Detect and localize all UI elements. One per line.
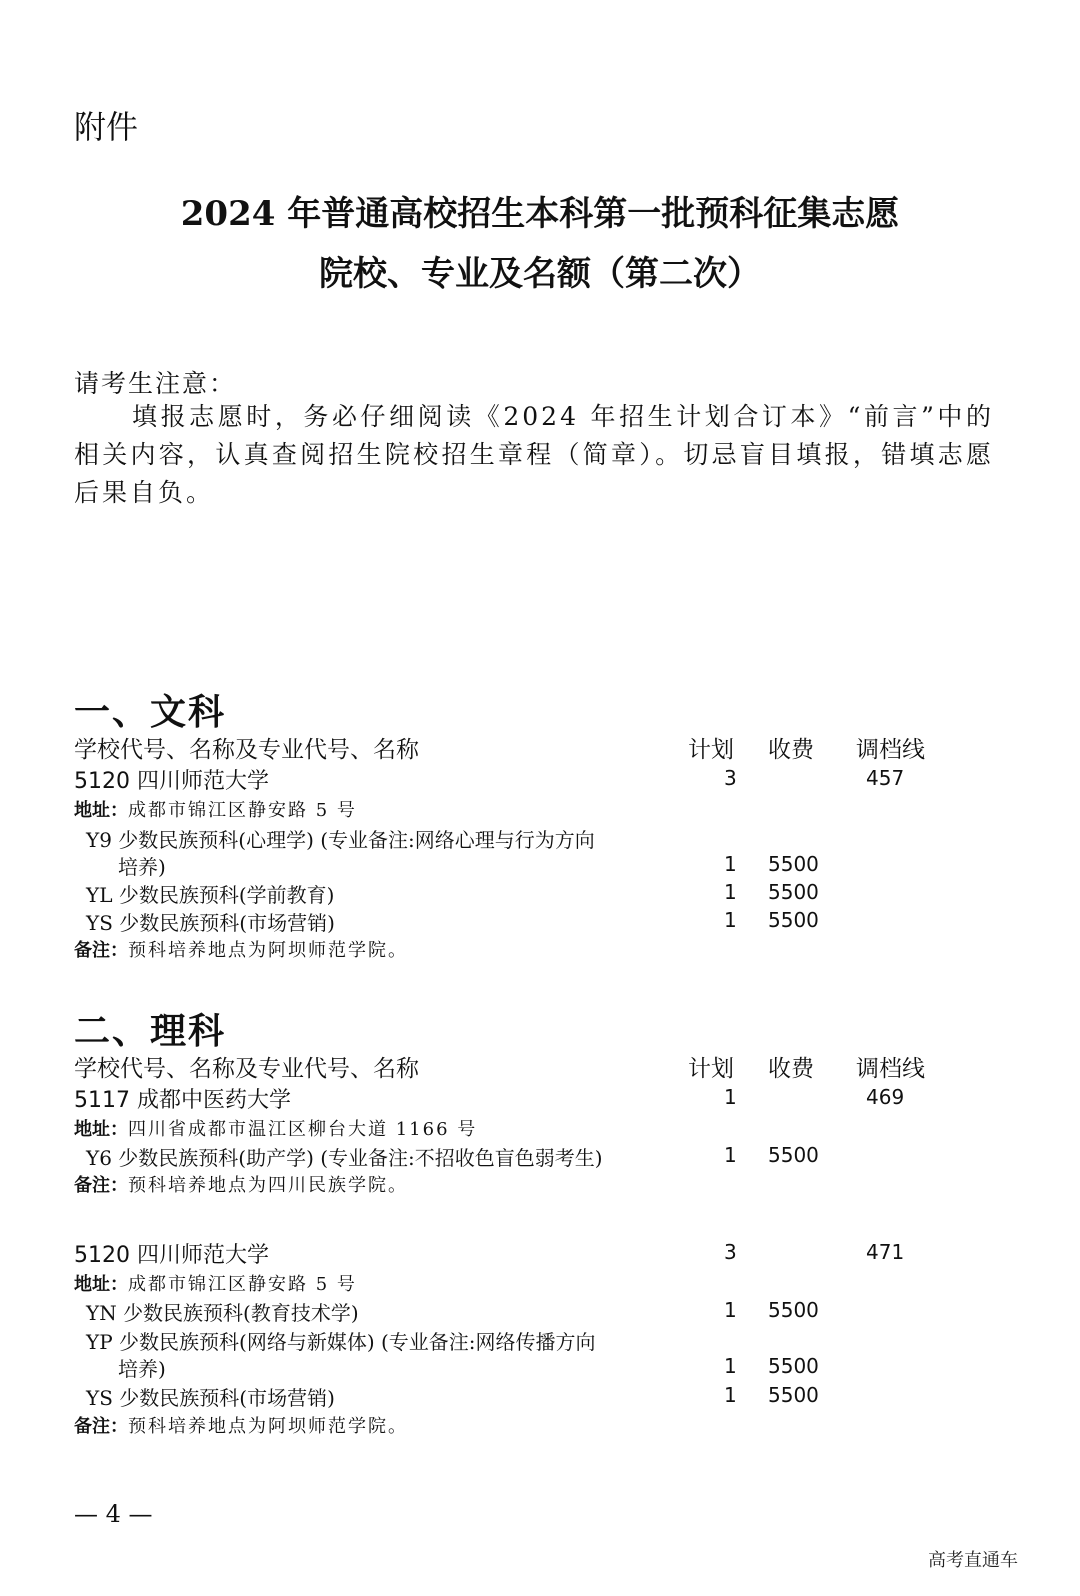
major-code: YS bbox=[86, 911, 113, 935]
school-remark bbox=[74, 936, 408, 962]
major-code: YP bbox=[86, 1330, 113, 1354]
document-title-line-1: 2024 年普通高校招生本科第一批预科征集志愿 bbox=[180, 194, 900, 234]
major-row bbox=[86, 1382, 335, 1411]
school-name: 5120 四川师范大学 bbox=[74, 769, 269, 794]
school-score-line: 469 bbox=[866, 1085, 905, 1109]
column-header-fee: 收费 bbox=[768, 737, 814, 763]
address-label: 地址： bbox=[74, 1274, 128, 1295]
major-row bbox=[86, 824, 595, 853]
notice-heading: 请考生注意： bbox=[74, 369, 237, 398]
major-name: 少数民族预科(网络与新媒体) (专业备注:网络传播方向 bbox=[119, 1330, 596, 1354]
major-code: Y9 bbox=[86, 828, 112, 852]
major-plan: 1 bbox=[724, 880, 737, 904]
school-plan: 1 bbox=[724, 1085, 737, 1109]
column-header-fee: 收费 bbox=[768, 1056, 814, 1082]
school-remark bbox=[74, 1412, 408, 1438]
address-text: 成都市锦江区静安路 5 号 bbox=[128, 1274, 357, 1295]
major-row bbox=[86, 879, 334, 908]
remark-label: 备注： bbox=[74, 1175, 128, 1196]
section-heading-liberal-arts: 一、文科 bbox=[74, 692, 227, 733]
school-plan: 3 bbox=[724, 766, 737, 790]
column-header-line: 调档线 bbox=[856, 1056, 925, 1082]
major-plan: 1 bbox=[724, 1143, 737, 1167]
major-fee: 5500 bbox=[768, 1143, 819, 1167]
school-score-line: 471 bbox=[866, 1240, 905, 1264]
school-score-line: 457 bbox=[866, 766, 905, 790]
major-code: YS bbox=[86, 1386, 113, 1410]
major-name: 少数民族预科(市场营销) bbox=[119, 1386, 335, 1410]
remark-text: 预科培养地点为阿坝师范学院。 bbox=[128, 940, 408, 961]
school-address bbox=[74, 796, 357, 822]
major-name: 少数民族预科(学前教育) bbox=[118, 883, 335, 907]
major-name-continued: 培养) bbox=[118, 1357, 166, 1381]
major-row bbox=[86, 1297, 359, 1326]
major-plan: 1 bbox=[724, 908, 737, 932]
major-fee: 5500 bbox=[768, 1298, 819, 1322]
remark-text: 预科培养地点为阿坝师范学院。 bbox=[128, 1416, 408, 1437]
document-title-line-2: 院校、专业及名额（第二次） bbox=[319, 254, 761, 294]
major-code: YL bbox=[86, 883, 113, 907]
major-fee: 5500 bbox=[768, 852, 819, 876]
column-header-name: 学校代号、名称及专业代号、名称 bbox=[74, 737, 419, 763]
column-header-plan: 计划 bbox=[688, 1056, 734, 1082]
column-header-line: 调档线 bbox=[856, 737, 925, 763]
major-fee: 5500 bbox=[768, 1383, 819, 1407]
page-number: — 4 — bbox=[74, 1500, 153, 1528]
major-plan: 1 bbox=[724, 1354, 737, 1378]
major-plan: 1 bbox=[724, 1298, 737, 1322]
major-name: 少数民族预科(市场营销) bbox=[119, 911, 335, 935]
major-code: YN bbox=[86, 1301, 117, 1325]
school-remark bbox=[74, 1171, 408, 1197]
school-address bbox=[74, 1270, 357, 1296]
major-code: Y6 bbox=[86, 1146, 112, 1170]
notice-body: 填报志愿时，务必仔细阅读《2024 年招生计划合订本》“前言”中的相关内容，认真查阅招生院校招生章程（简章）。切忌盲目填报，错填志愿后果自负。 bbox=[74, 402, 994, 507]
major-fee: 5500 bbox=[768, 908, 819, 932]
major-fee: 5500 bbox=[768, 880, 819, 904]
major-name: 少数民族预科(教育技术学) bbox=[123, 1301, 359, 1325]
major-plan: 1 bbox=[724, 852, 737, 876]
major-row bbox=[86, 907, 335, 936]
major-name: 少数民族预科(助产学) (专业备注:不招收色盲色弱考生) bbox=[118, 1146, 603, 1170]
remark-label: 备注： bbox=[74, 1416, 128, 1437]
school-name: 5120 四川师范大学 bbox=[74, 1243, 269, 1268]
column-header-plan: 计划 bbox=[688, 737, 734, 763]
address-text: 四川省成都市温江区柳台大道 1166 号 bbox=[128, 1119, 478, 1140]
address-label: 地址： bbox=[74, 800, 128, 821]
remark-label: 备注： bbox=[74, 940, 128, 961]
watermark-text: 高考直通车 bbox=[928, 1550, 1018, 1571]
school-name: 5117 成都中医药大学 bbox=[74, 1088, 291, 1113]
major-name-continued: 培养) bbox=[118, 855, 166, 879]
major-fee: 5500 bbox=[768, 1354, 819, 1378]
remark-text: 预科培养地点为四川民族学院。 bbox=[128, 1175, 408, 1196]
school-plan: 3 bbox=[724, 1240, 737, 1264]
address-label: 地址： bbox=[74, 1119, 128, 1140]
major-name: 少数民族预科(心理学) (专业备注:网络心理与行为方向 bbox=[118, 828, 595, 852]
school-address bbox=[74, 1115, 477, 1141]
attachment-label: 附件 bbox=[74, 108, 139, 146]
major-row bbox=[86, 1326, 596, 1355]
section-heading-science: 二、理科 bbox=[74, 1011, 227, 1052]
major-row bbox=[86, 1142, 603, 1171]
column-header-name: 学校代号、名称及专业代号、名称 bbox=[74, 1056, 419, 1082]
address-text: 成都市锦江区静安路 5 号 bbox=[128, 800, 357, 821]
major-plan: 1 bbox=[724, 1383, 737, 1407]
